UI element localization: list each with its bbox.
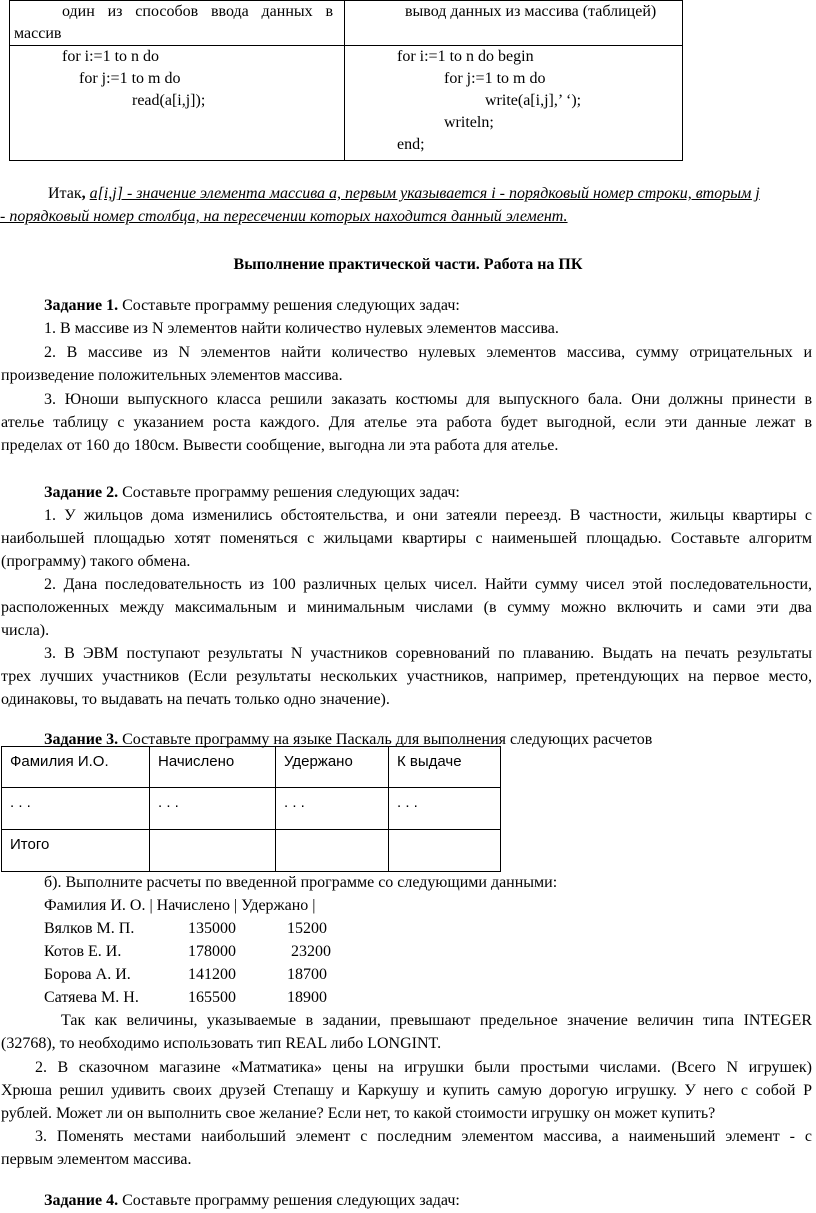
task1-item1: 1. В массиве из N элементов найти количество нулевых элементов массива.: [44, 320, 559, 337]
calc-header-cell: К выдаче: [389, 747, 501, 788]
code-header-input-line1: один из способов ввода данных в: [62, 3, 333, 20]
data-row-charged: 165500: [188, 989, 236, 1006]
task3-item2-line1: 2. В сказочном магазине «Матматика» цены на игрушки были простыми числами. (Всего N игрушек): [35, 1059, 812, 1076]
calc-total-cell: Итого: [2, 830, 150, 872]
task3-label: Задание 3.: [44, 731, 119, 748]
task2-label: Задание 2.: [44, 484, 119, 501]
task4-heading: [44, 1190, 460, 1212]
data-row-name: Борова А. И.: [44, 966, 131, 983]
calc-header-cell: Начислено: [150, 747, 276, 788]
input-code-cell: [10, 46, 345, 161]
task2-intro: Составьте программу решения следующих задач:: [118, 484, 460, 501]
calc-table: [1, 746, 501, 872]
calc-empty-cell: [276, 830, 389, 872]
code-header-input-line2: массив: [14, 25, 62, 42]
data-row-withheld: 15200: [287, 920, 327, 937]
data-row-withheld: 18700: [287, 966, 327, 983]
calc-header-cell: Фамилия И.О.: [2, 747, 150, 788]
task3-note-line2: (32768), то необходимо использовать тип REAL либо LONGINT.: [1, 1035, 442, 1052]
data-row-name: Котов Е. И.: [44, 943, 122, 960]
data-row-name: Сатяева М. Н.: [44, 989, 139, 1006]
note-line1: [48, 183, 812, 205]
code-line: for i:=1 to n do begin: [397, 48, 534, 65]
task3-intro: Составьте программу на языке Паскаль для выполнения следующих расчетов: [118, 731, 653, 748]
data-header: Фамилия И. О. | Начислено | Удержано |: [44, 897, 316, 914]
calc-dots-cell: . . .: [389, 788, 501, 830]
code-line: read(a[i,j]);: [132, 92, 206, 109]
data-row-withheld: 23200: [291, 943, 331, 960]
code-line: for i:=1 to n do: [62, 48, 160, 65]
task1-label: Задание 1.: [44, 297, 119, 314]
note-lead: Итак: [48, 185, 82, 202]
section-title: Выполнение практической части. Работа на ПК: [233, 256, 583, 273]
task1-intro: Составьте программу решения следующих задач:: [118, 297, 460, 314]
code-header-output: [345, 1, 683, 46]
code-line: write(a[i,j],’ ‘);: [485, 92, 582, 109]
calc-dots-cell: . . .: [276, 788, 389, 830]
task4-intro: Составьте программу решения следующих задач:: [118, 1192, 460, 1209]
code-header-input: [10, 1, 345, 46]
task3-item2-line2: Хрюша решил удивить своих друзей Степашу и Каркушу и купить самую дорогую игрушку. У него с собой Р: [1, 1082, 812, 1099]
code-line: for j:=1 to m do: [79, 70, 181, 87]
data-row-withheld: 18900: [287, 989, 327, 1006]
task3-item3-line1: 3. Поменять местами наибольший элемент с последним элементом массива, а наименьший элемент - с: [35, 1128, 812, 1145]
task3-note-line1: Так как величины, указываемые в задании, превышают предельное значение величин типа INTEGER: [61, 1012, 812, 1029]
task1-item3-line1: 3. Юноши выпускного класса решили заказать костюмы для выпускного бала. Они должны принести в: [44, 391, 812, 408]
task3-item3-line2: первым элементом массива.: [1, 1151, 192, 1168]
task2-heading: [44, 482, 460, 504]
note-definition: a[i,j] - значение элемента массива а, первым указывается i - порядковый номер строки, вторым j: [89, 185, 760, 202]
task3-b-intro: б). Выполните расчеты по введенной программе со следующими данными:: [44, 874, 558, 891]
calc-empty-cell: [150, 830, 276, 872]
task1-item3-line3: пределах от 160 до 180см. Вывести сообщение, выгодна ли эта работа для ателье.: [1, 437, 559, 454]
task2-item3-line1: 3. В ЭВМ поступают результаты N участников соревнований по плаванию. Выдать на печать результаты: [44, 645, 812, 662]
task2-item2-line2: расположенных между максимальным и минимальным числами (в сумму можно включить и сами эти два: [1, 599, 812, 616]
code-header-output-text: вывод данных из массива (таблицей): [405, 3, 657, 20]
calc-dots-cell: . . .: [150, 788, 276, 830]
task2-item1-line1: 1. У жильцов дома изменились обстоятельства, и они затеяли переезд. В частности, жильцы квартиры с: [44, 507, 812, 524]
code-line: for j:=1 to m do: [444, 70, 546, 87]
code-table: [9, 0, 683, 161]
code-line: end;: [397, 136, 425, 153]
task1-item3-line2: ателье таблицу с указанием роста каждого. Для ателье эта работа будет выгодной, если эти данные лежат в: [1, 414, 812, 431]
task2-item3-line3: одинаковы, то выдавать на печать только одно значение).: [1, 691, 390, 708]
output-code-cell: [345, 46, 683, 161]
calc-header-cell: Удержано: [276, 747, 389, 788]
task1-heading: [44, 295, 460, 317]
task4-label: Задание 4.: [44, 1192, 119, 1209]
note-line2: - порядковый номер столбца, на пересечении которых находится данный элемент.: [0, 208, 568, 225]
task2-item1-line2: наибольшей площадью хотят поменяться с жильцами квартиры с наименьшей площадью. Составьте алгоритм: [1, 530, 812, 547]
calc-empty-cell: [389, 830, 501, 872]
code-line: writeln;: [444, 114, 494, 131]
task1-item2-line1: 2. В массиве из N элементов найти количество нулевых элементов массива, сумму отрицательных и: [44, 344, 812, 361]
task2-item1-line3: (программу) такого обмена.: [1, 553, 191, 570]
task3-item2-line3: рублей. Может ли он выполнить свое желание? Если нет, то какой стоимости игрушку он может купить?: [1, 1105, 716, 1122]
data-row-charged: 178000: [188, 943, 236, 960]
data-row-charged: 135000: [188, 920, 236, 937]
task2-item3-line2: трех лучших участников (Если результаты нескольких участников, например, претендующих на первое место,: [1, 668, 812, 685]
task2-item2-line3: числа).: [1, 622, 50, 639]
note-comma: ,: [81, 185, 86, 202]
task2-item2-line1: 2. Дана последовательность из 100 различных целых чисел. Найти сумму чисел этой последовательности,: [44, 576, 812, 593]
calc-dots-cell: . . .: [2, 788, 150, 830]
task1-item2-line2: произведение положительных элементов массива.: [1, 367, 343, 384]
data-row-name: Вялков М. П.: [44, 920, 135, 937]
data-row-charged: 141200: [188, 966, 236, 983]
